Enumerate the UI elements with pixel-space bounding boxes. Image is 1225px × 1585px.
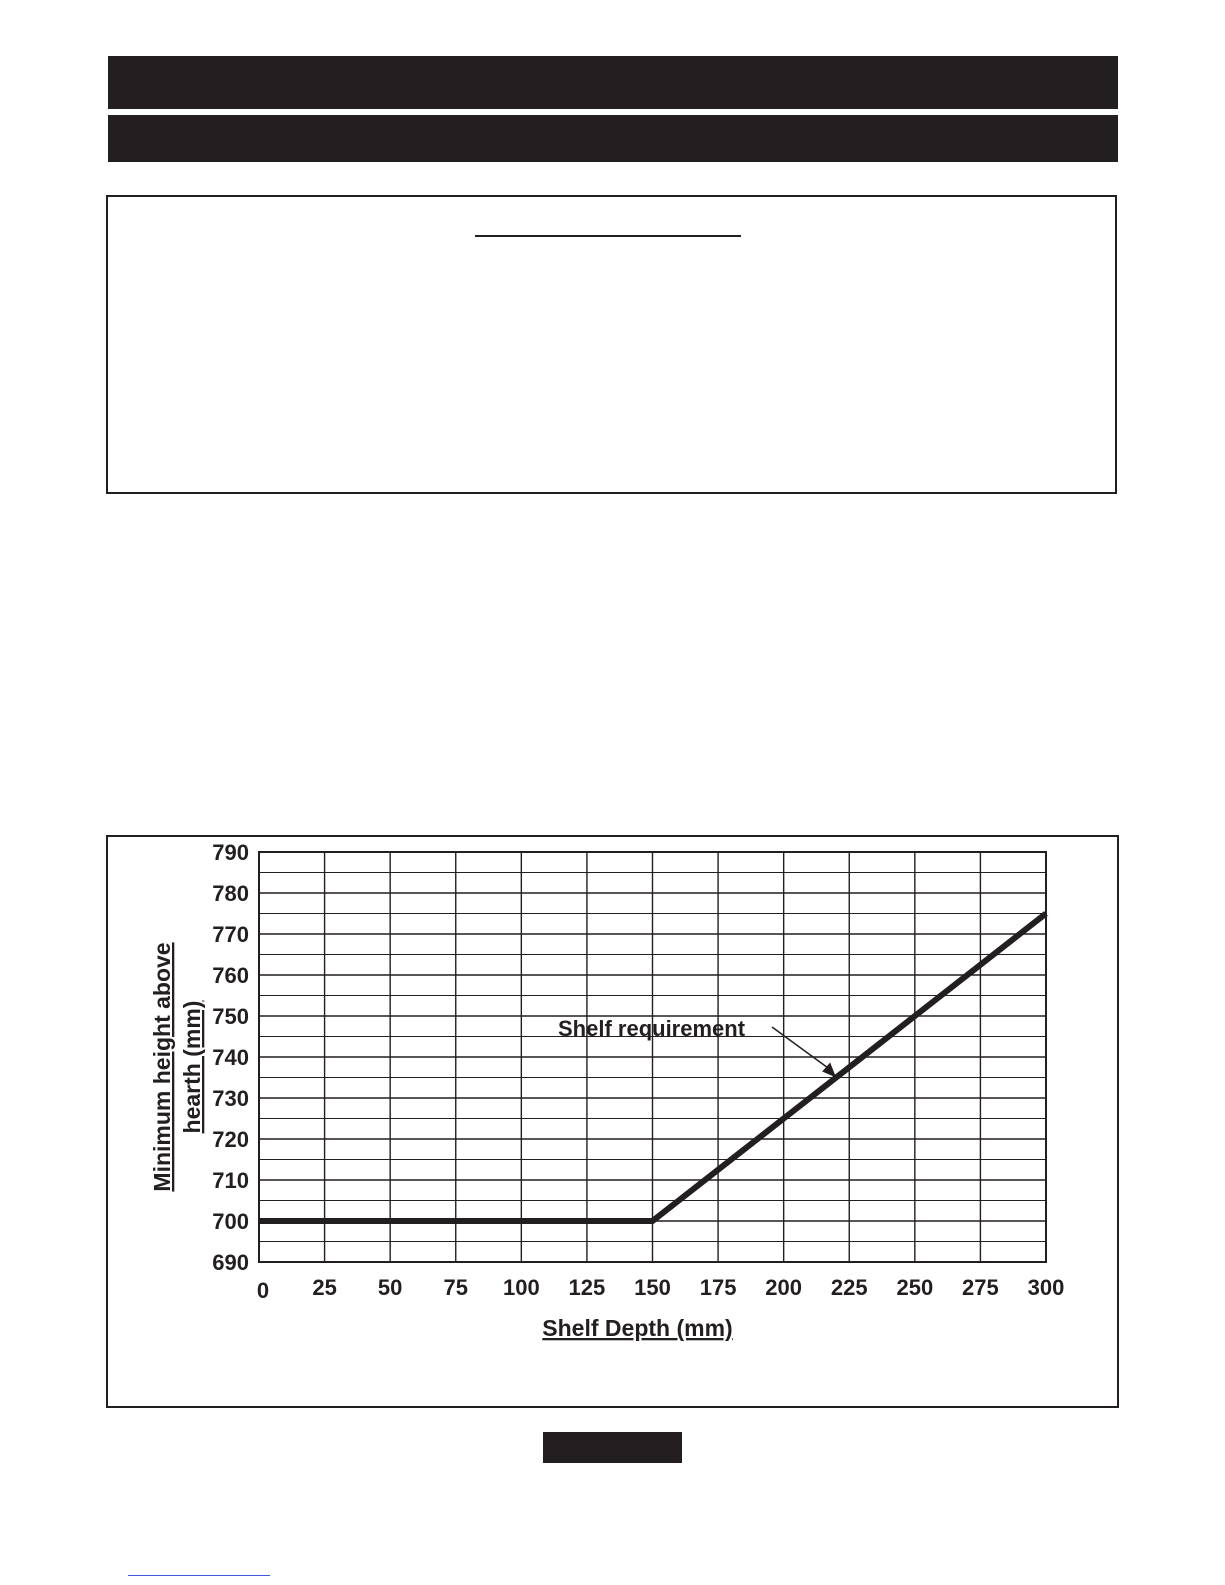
page-number-tab (543, 1432, 682, 1463)
x-tick-label: 125 (568, 1275, 606, 1300)
header-subtitle-bar (108, 115, 1118, 162)
x-tick-label: 200 (765, 1275, 803, 1300)
y-tick-label: 700 (212, 1209, 249, 1234)
y-tick-label: 730 (212, 1086, 249, 1111)
x-tick-label: 275 (962, 1275, 999, 1300)
notice-heading-rule (475, 235, 741, 237)
x-axis-label: Shelf Depth (mm) (542, 1315, 733, 1341)
y-tick-label: 750 (212, 1004, 249, 1029)
y-axis-label-line: Minimum height above (149, 942, 175, 1192)
y-tick-label: 790 (212, 840, 249, 865)
y-tick-label: 780 (212, 881, 249, 906)
y-tick-label: 740 (212, 1045, 249, 1070)
x-tick-label: 250 (896, 1275, 934, 1300)
x-tick-label: 150 (634, 1275, 671, 1300)
annotation-label: Shelf requirement (558, 1016, 746, 1041)
y-tick-label: 760 (212, 963, 249, 988)
x-tick-label: 50 (377, 1275, 403, 1300)
footer-link-underline (128, 1575, 270, 1576)
chart-frame (106, 835, 1119, 1408)
x-tick-label: 175 (699, 1275, 737, 1300)
x-tick-label: 25 (312, 1275, 337, 1300)
y-axis-label-line: hearth (mm) (179, 1000, 205, 1134)
x-tick-label: 300 (1027, 1275, 1065, 1300)
shelf-requirement-chart (108, 837, 1117, 1406)
x-tick-label: 225 (830, 1275, 868, 1300)
x-tick-label: 100 (502, 1275, 540, 1300)
x-tick-label: 0 (256, 1278, 270, 1303)
y-tick-label: 720 (212, 1127, 249, 1152)
y-tick-label: 770 (212, 922, 249, 947)
header-title-bar (108, 56, 1118, 109)
y-tick-label: 690 (212, 1250, 249, 1275)
notice-box (106, 195, 1117, 494)
y-tick-label: 710 (212, 1168, 249, 1193)
annotation-arrow-line (772, 1027, 830, 1070)
x-tick-label: 75 (443, 1275, 468, 1300)
